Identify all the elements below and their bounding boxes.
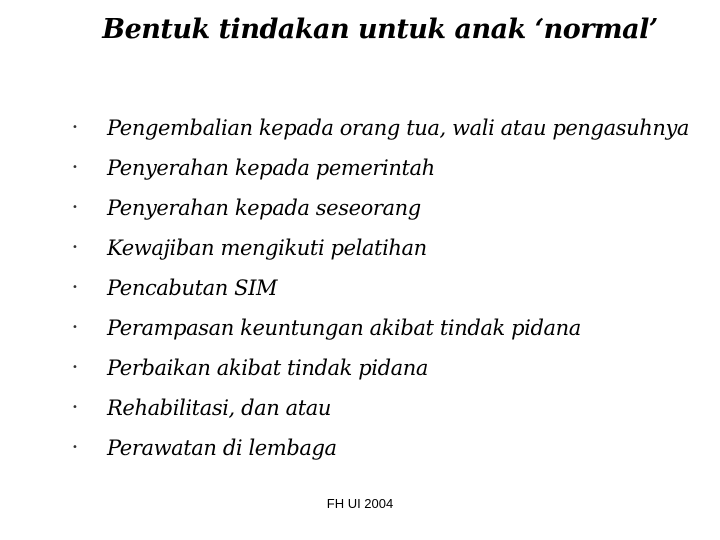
bullet-icon: • xyxy=(72,162,78,173)
bullet-icon: • xyxy=(72,322,78,333)
list-item-text: Rehabilitasi, dan atau xyxy=(107,396,332,420)
bullet-icon: • xyxy=(72,122,78,133)
list-item-text: Perampasan keuntungan akibat tindak pidana xyxy=(107,316,581,340)
list-item-text: Kewajiban mengikuti pelatihan xyxy=(107,236,427,260)
list-item-text: Penyerahan kepada pemerintah xyxy=(107,156,435,180)
bullet-icon: • xyxy=(72,202,78,213)
list-item-text: Penyerahan kepada seseorang xyxy=(107,196,421,220)
bullet-icon: • xyxy=(72,442,78,453)
list-item-text: Pengembalian kepada orang tua, wali atau pengasuhnya xyxy=(107,116,690,140)
list-item-text: Perbaikan akibat tindak pidana xyxy=(107,356,429,380)
footer-text: FH UI 2004 xyxy=(326,496,394,511)
bullet-icon: • xyxy=(72,362,78,373)
list-item-text: Perawatan di lembaga xyxy=(107,436,337,460)
bullet-icon: • xyxy=(72,282,78,293)
bullet-icon: • xyxy=(72,402,78,413)
bullet-icon: • xyxy=(72,242,78,253)
slide-title: Bentuk tindakan untuk anak ‘normal’ xyxy=(102,14,658,45)
list-item-text: Pencabutan SIM xyxy=(107,276,278,300)
